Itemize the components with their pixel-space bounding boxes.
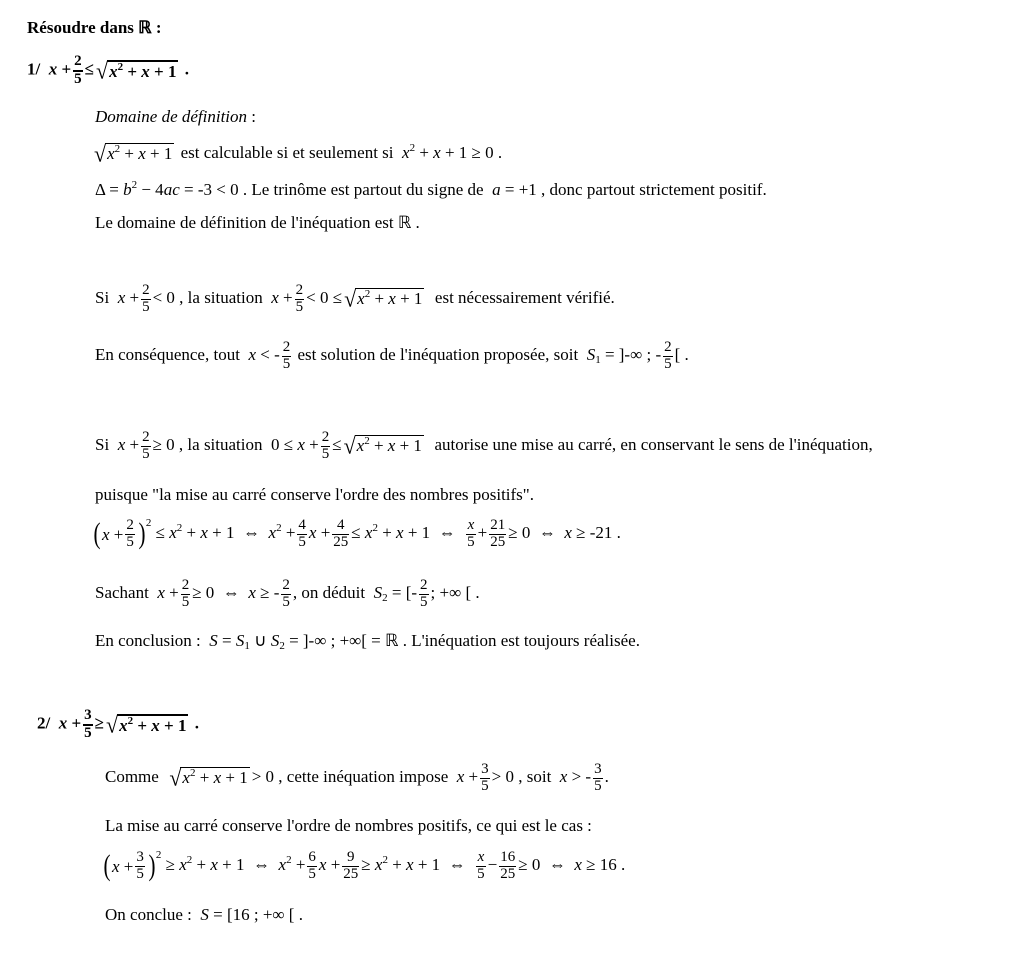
conclue-line: On conclue : S = [16 ; +∞ [ . (105, 905, 303, 924)
comme-line: Comme √ $x^2 + x + 1$ > 0 , cette inéquation impose x + $\frac{3}{5}$ > 0 , soit x > - $\frac{3}{5}$ . (105, 761, 609, 794)
q2-heading: 2/ x + $\frac{3}{5}$ ≥ √ $x^2 + x + 1$ . (37, 707, 199, 741)
fraction: $\frac{2}{5}$ (321, 429, 330, 462)
fraction: $\frac{2}{5}$ (142, 429, 150, 462)
case1-line: Si x + $\frac{2}{5}$ < 0 , la situation x + $\frac{2}{5}$ < 0 ≤ √ $x^2 + x + 1$ est nécessairement vérifié. (95, 282, 615, 315)
sachant-line: Sachant x + $\frac{2}{5}$ ≥ 0 ⇔ x ≥ - $\frac{2}{5}$ , on déduit $S_2$ = [- $\frac{2}{5}$ ; +∞ [ . (95, 577, 480, 610)
sqrt: √ $x^2 + x + 1$ (343, 432, 422, 459)
mise-line: La mise au carré conserve l'ordre de nombres positifs, ce qui est le cas : (105, 816, 592, 835)
square-derivation-1: ( x + 2 5 ) 2 ≤ $x^2 + x + 1$ ⇔ $x^2$ + $\frac{4}{5}$ x + $\frac{4}{25}$ ≤ $x^2 + x + 1$ ⇔ $\frac{x}{5}$ + $\frac{21}{25}$ ≥ 0 ⇔ x ≥ -21 . (93, 517, 621, 551)
puisque-line: puisque "la mise au carré conserve l'ordre des nombres positifs". (95, 485, 534, 504)
q1-heading: 1/ x + $\frac{2}{5}$ ≤ √ $x^2 + x + 1$ . (27, 53, 189, 87)
title-text: Résoudre dans ℝ : (27, 18, 162, 37)
domain-heading: Domaine de définition : (95, 107, 257, 126)
calc-line: √ $x^2 + x + 1$ est calculable si et seulement si $x^2 + x + 1 \ge 0$ . (94, 140, 503, 167)
square-derivation-2: ( x + 3 5 ) 2 ≥ $x^2 + x + 1$ ⇔ $x^2$ + $\frac{6}{5}$ x + $\frac{9}{25}$ ≥ $x^2 + x + 1$ ⇔ $\frac{x}{5}$ − $\frac{16}{25}$ ≥ 0 ⇔ x ≥ 16 . (103, 849, 626, 883)
conclusion-line: En conclusion : $S = S_1$ ∪ $S_2$ = ]-∞ ; +∞[ = ℝ . L'inéquation est toujours réalisée. (95, 631, 640, 652)
domain-line: Le domaine de définition de l'inéquation est ℝ . (95, 213, 420, 232)
fraction: $\frac{2}{5}$ (74, 53, 82, 87)
delta-line: $\Delta = b^2 - 4ac = -3 < 0$ . Le trinôme est partout du signe de a = +1 , donc partout strictement positif. (95, 179, 767, 199)
sqrt: √ $x^2 + x + 1$ (96, 57, 177, 84)
sqrt: √ $x^2 + x + 1$ (344, 285, 423, 312)
fraction: $\frac{2}{5}$ (142, 282, 150, 315)
consequence-line: En conséquence, tout x < - $\frac{2}{5}$ est solution de l'inéquation proposée, soit $S_1$ = ]-∞ ; - $\frac{2}{5}$ [ . (95, 339, 689, 372)
case2-line: Si x + $\frac{2}{5}$ ≥ 0 , la situation 0 ≤ x + $\frac{2}{5}$ ≤ √ $x^2 + x + 1$ autorise une mise au carré, en conservant le sens de l'inéquation, (95, 429, 873, 462)
fraction: $\frac{2}{5}$ (664, 339, 672, 372)
fraction: $\frac{2}{5}$ (295, 282, 304, 315)
sqrt: √ $x^2 + x + 1$ (94, 140, 173, 167)
page-title (27, 19, 162, 36)
fraction: $\frac{2}{5}$ (282, 339, 291, 372)
